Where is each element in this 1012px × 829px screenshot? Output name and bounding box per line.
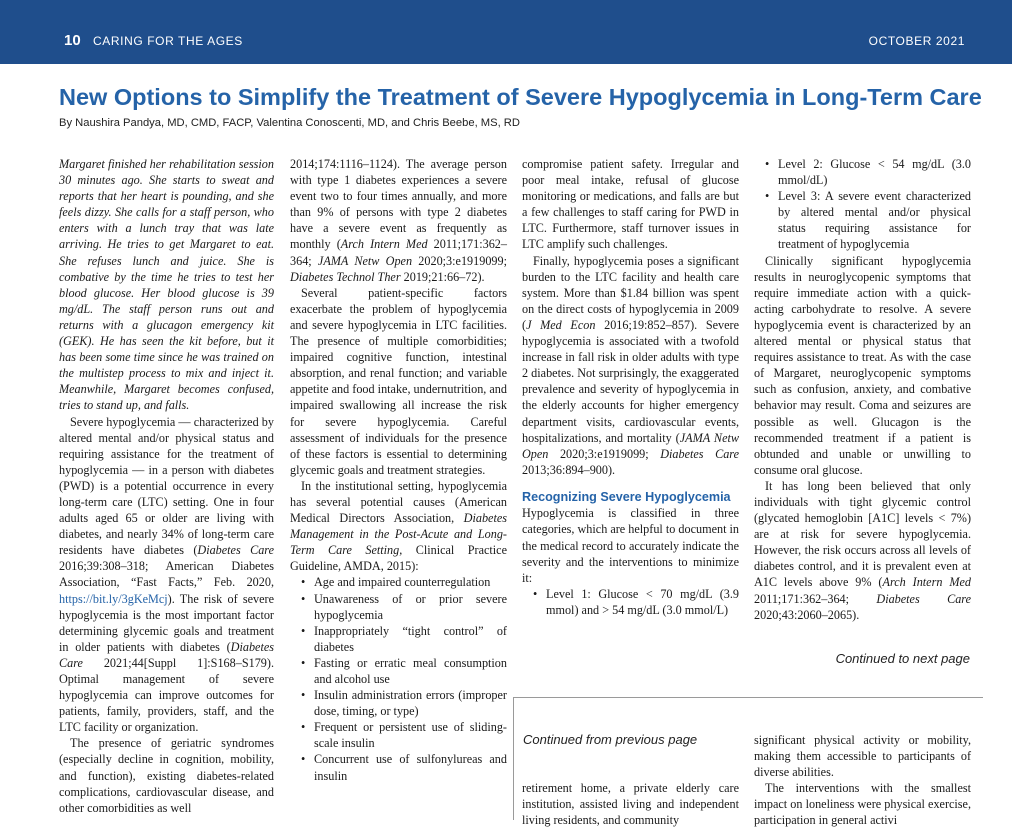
continued-next-label: Continued to next page [835,651,970,666]
article-title: New Options to Simplify the Treatment of Severe Hypoglycemia in Long-Term Care [59,84,982,110]
list-item: • Level 1: Glucose < 70 mg/dL (3.9 mmol) and > 54 mg/dL (3.0 mmol/L) [533,586,739,617]
list-item: • Concurrent use of sulfonylureas and insulin [301,752,507,783]
paragraph: Several patient-specific factors exacerbate the problem of hypoglycemia and severe hypoglycemia in LTC facilities. The presence of multiple comorbidities; impaired cognitive function, intestinal absorption, and renal function; and variable appetite and food intake, undernutrition, and impaired swallowing all increase the risk for severe hypoglycemia. Careful assessment of individuals for the presence of these factors is essential to determining glycemic goals and treatment strategies. [290,285,507,477]
second-article-column-3 [522,780,739,828]
intro-vignette: Margaret finished her rehabilitation session 30 minutes ago. She starts to sweat and reports that her heart is pounding, and she feels dizzy. She calls for a staff person, who enters with a lunch tray that was late arriving. He tries to get Margaret to eat. She refuses lunch and juice. She is combative by the time he tries to test her blood glucose. Her blood glucose is 39 mg/dL. The staff person runs out and returns with a glucagon emergency kit (GEK). He has seen the kit before, but it has been some time since he was trained on the multistep process to mix and inject it. Meanwhile, Margaret becomes confused, tries to stand up, and falls. [59,157,274,413]
paragraph: The presence of geriatric syndromes (especially decline in cognition, mobility, and function), existing diabetes-related complications, cardiovascular disease, and other comorbidities as well [59,736,274,815]
list-item: • Inappropriately “tight control” of diabetes [301,623,507,654]
column-2 [290,156,507,820]
continued-previous-label: Continued from previous page [523,732,698,747]
paragraph: significant physical activity or mobility, making them accessible to participants of diverse abilities. [754,733,971,780]
section-heading: Recognizing Severe Hypoglycemia [522,489,731,504]
issue-date: OCTOBER 2021 [868,34,965,48]
list-item: • Age and impaired counterregulation [301,575,491,590]
paragraph: The interventions with the smallest impact on loneliness were physical exercise, participation in general activi [754,781,971,828]
publication-name: CARING FOR THE AGES [93,34,243,48]
divider [513,697,514,820]
second-article-column-4 [754,732,971,828]
list-item: • Insulin administration errors (improper dose, timing, or type) [301,688,507,719]
page-number: 10 [64,32,81,49]
paragraph: compromise patient safety. Irregular and poor meal intake, refusal of glucose monitoring or medications, and falls are but a few challenges to staff caring for PWD in LTC. Furthermore, staff turnover issues in LTC amplify such challenges. [522,157,739,252]
divider [513,697,983,698]
column-3 [522,156,739,696]
list-item: • Frequent or persistent use of sliding-scale insulin [301,720,507,751]
paragraph: It has long been believed that only individuals with tight glycemic control (glycated hemoglobin [A1C] levels < 7%) are at risk for severe hypoglycemia. However, the risk occurs across all levels of diabetes control, and it is prevalent even at A1C levels above 9% (Arch Intern Med 2011;171:362–364; Diabetes Care 2020;43:2060–2065). [754,478,971,622]
paragraph: Finally, hypoglycemia poses a significant burden to the LTC facility and health care system. More than $1.84 billion was spent on the direct costs of hypoglycemia in 2009 (J Med Econ 2016;19:852–857). Severe hypoglycemia is associated with a twofold increase in fall risk in older adults with type 2 diabetes. Not surprisingly, the exaggerated prevalence and severity of hypoglycemia in the elderly accounts for higher emergency department visits, cardiovascular events, hospitalizations, and mortality (JAMA Netw Open 2020;3:e1919099; Diabetes Care 2013;36:894–900). [522,253,739,477]
paragraph: retirement home, a private elderly care institution, assisted living and independent living residents, and community [522,781,739,828]
list-item: • Level 2: Glucose < 54 mg/dL (3.0 mmol/dL) [765,157,971,188]
paragraph: 2014;174:1116–1124). The average person with type 1 diabetes experiences a severe event two to four times annually, and more than 9% of persons with type 2 diabetes have a severe event as frequently as monthly (Arch Intern Med 2011;171:362–364; JAMA Netw Open 2020;3:e1919099; Diabetes Technol Ther 2019;21:66–72). [290,157,507,284]
column-1 [59,156,274,820]
paragraph: In the institutional setting, hypoglycemia has several potential causes (American Medical Directors Association, Diabetes Management in the Post-Acute and Long-Term Care Setting, Clinical Practice Guideline, AMDA, 2015): [290,478,507,574]
paragraph: Severe hypoglycemia — characterized by altered mental and/or physical status and requiring assistance for the treatment of hypoglycemia — in a person with diabetes (PWD) is a potential occurrence in every long-term care (LTC) setting. One in four adults aged 65 or older are living with diabetes, and nearly 34% of long-term care residents have diabetes (Diabetes Care 2016;39:308–318; American Diabetes Association, “Fast Facts,” Feb. 2020, https://bit.ly/3gKeMcj). The risk of severe hypoglycemia is the most important factor determining glycemic goals and treatment in older patients with diabetes (Diabetes Care 2021;44[Suppl 1]:S168–S179). Optimal management of severe hypoglycemia can improve outcomes for patients, family, providers, staff, and the LTC facility or organization. [59,414,274,735]
reference-link[interactable]: https://bit.ly/3gKeMcj [59,591,168,606]
list-item: • Level 3: A severe event characterized by altered mental and/or physical status requiring assistance for treatment of hypoglycemia [765,189,971,252]
column-4 [754,156,971,696]
article-byline: By Naushira Pandya, MD, CMD, FACP, Valentina Conoscenti, MD, and Chris Beebe, MS, RD [59,117,520,129]
list-item: • Fasting or erratic meal consumption and alcohol use [301,655,507,686]
paragraph: Clinically significant hypoglycemia results in neuroglycopenic symptoms that require immediate action with a quick-acting carbohydrate to resolve. A severe hypoglycemia event is characterized by an altered mental or physical status that requires assistance to treat. As with the case of Margaret, neuroglycopenic symptoms such as confusion, anxiety, and combative behavior may result. Coma and seizures are possible as well. Glucagon is the recommended treatment if a patient is obtunded and unable or unwilling to consume oral glucose. [754,253,971,477]
page-header [0,0,1012,64]
list-item: • Unawareness of or prior severe hypoglycemia [301,591,507,622]
paragraph: Hypoglycemia is classified in three categories, which are helpful to document in the medical record to accurately indicate the severity and the interventions to minimize it: [522,506,739,585]
